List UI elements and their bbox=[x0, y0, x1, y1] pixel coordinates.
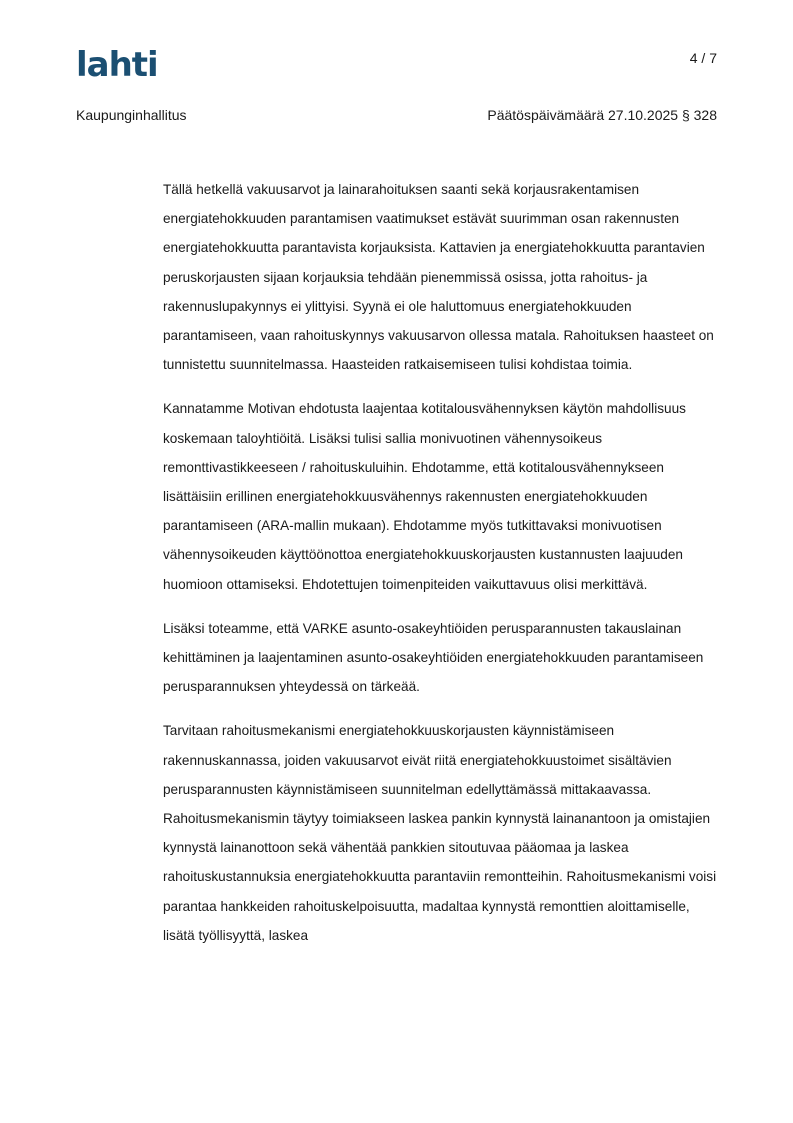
organization-name: Kaupunginhallitus bbox=[76, 107, 187, 123]
page-number: 4 / 7 bbox=[689, 50, 717, 66]
paragraph-3: Lisäksi toteamme, että VARKE asunto-osakeyhtiöiden perusparannusten takauslainan kehittäminen ja laajentaminen asunto-osakeyhtiöiden energiatehokkuuden parantamiseen perusparannuksen yhteydessä on tärkeää. bbox=[163, 620, 704, 695]
lahti-logo bbox=[76, 46, 168, 82]
logo-text: lahti bbox=[76, 46, 158, 82]
document-body bbox=[163, 175, 719, 965]
decision-date: Päätöspäivämäärä 27.10.2025 § 328 bbox=[487, 107, 717, 123]
paragraph-4: Tarvitaan rahoitusmekanismi energiatehokkuuskorjausten käynnistämiseen rakennuskannassa, joiden vakuusarvot eivät riitä energiatehokkuustoimet sisältävien perusparannusten käynnistämiseen suunnitelman edellyttämässä mittakaavassa. Rahoitusmekanismin täytyy toimiakseen laskea pankin kynnystä lainanantoon ja omistajien kynnystä lainanottoon sekä vähentää pankkien sitoutuvaa pääomaa ja laskea rahoituskustannuksia energiatehokkuutta parantaviin remontteihin. Rahoitusmekanismi voisi parantaa hankkeiden rahoituskelpoisuutta, madaltaa kynnystä remonttien aloittamiselle, lisätä työllisyyttä, laskea bbox=[163, 723, 717, 943]
paragraph-2: Kannatamme Motivan ehdotusta laajentaa kotitalousvähennyksen käytön mahdollisuus koskemaan taloyhtiöitä. Lisäksi tulisi sallia monivuotinen vähennysoikeus remonttivastikkeeseen / rahoituskuluihin. Ehdotamme, että kotitalousvähennykseen lisättäisiin erillinen energiatehokkuusvähennys rakennusten energiatehokkuuden parantamiseen (ARA-mallin mukaan). Ehdotamme myös tutkittavaksi monivuotisen vähennysoikeuden käyttöönottoa energiatehokkuuskorjausten kustannusten laajuuden huomioon ottamiseksi. Ehdotettujen toimenpiteiden vaikuttavuus olisi merkittävä. bbox=[163, 401, 686, 592]
paragraph-1: Tällä hetkellä vakuusarvot ja lainarahoituksen saanti sekä korjausrakentamisen energiatehokkuuden parantamisen vaatimukset estävät suurimman osan rakennusten energiatehokkuutta parantavista korjauksista. Kattavien ja energiatehokkuutta parantavien peruskorjausten sijaan korjauksia tehdään pienemmissä osissa, jotta rahoitus- ja rakennuslupakynnys ei ylittyisi. Syynä ei ole haluttomuus energiatehokkuuden parantamiseen, vaan rahoituskynnys vakuusarvon ollessa matala. Rahoituksen haasteet on tunnistettu suunnitelmassa. Haasteiden ratkaisemiseen tulisi kohdistaa toimia. bbox=[163, 182, 714, 373]
